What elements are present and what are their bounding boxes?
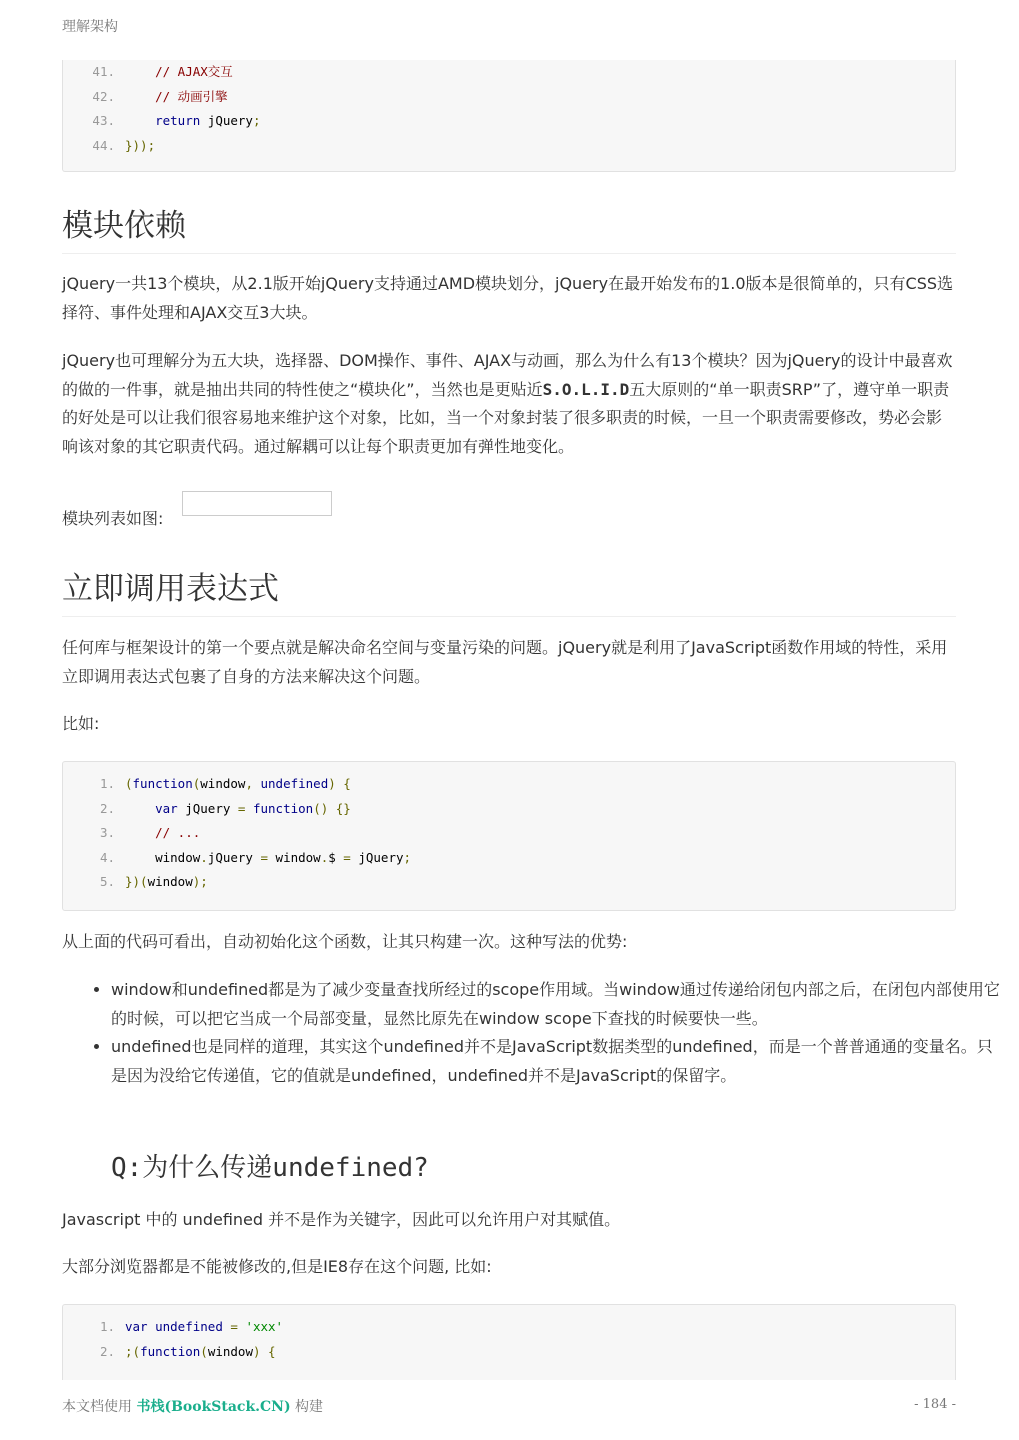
code-block (62, 761, 956, 911)
paragraph: 任何库与框架设计的第一个要点就是解决命名空间与变量污染的问题。jQuery就是利用了JavaScript函数作用域的特性，采用立即调用表达式包裹了自身的方法来解决这个问题。 (62, 638, 948, 686)
line-number: 2. (99, 800, 115, 816)
code-token: var (125, 1319, 148, 1334)
page-number: - 184 - (914, 1397, 956, 1412)
code-token: window (200, 776, 246, 791)
code-token (125, 850, 155, 865)
code-line (63, 821, 955, 846)
code-line (63, 846, 955, 871)
code-token: })); (125, 137, 156, 153)
code-token: ) { (252, 1343, 276, 1359)
code-token (125, 89, 155, 104)
code-token: jQuery (177, 800, 238, 816)
code-token: 'xxx' (245, 1319, 284, 1334)
line-number: 43. (92, 113, 115, 129)
code-token (125, 64, 155, 79)
footer-credit: 本文档使用 书栈(BookStack.CN) 构建 (62, 1399, 324, 1415)
code-token: = (260, 849, 269, 865)
code-token: ; (403, 849, 412, 865)
code-block (62, 60, 956, 172)
code-line (63, 85, 955, 110)
code-token: ( (200, 1343, 208, 1359)
code-token: // AJAX交互 (155, 64, 233, 79)
code-token: function (140, 1343, 201, 1359)
code-token: $ (328, 849, 344, 865)
section-heading-module-deps: 模块依赖 (62, 200, 956, 254)
code-token: undefined (155, 1319, 223, 1334)
code-token: window (155, 849, 201, 865)
code-line (63, 109, 955, 134)
code-token: // ... (155, 825, 201, 841)
code-line (63, 772, 955, 797)
paragraph: 大部分浏览器都是不能被修改的,但是IE8存在这个问题, 比如: (62, 1257, 492, 1276)
code-token: . (200, 849, 208, 865)
code-token (245, 801, 253, 816)
code-token: return (155, 113, 201, 129)
code-token: function (132, 776, 193, 791)
subheading-question: Q:为什么传递undefined? (111, 1153, 429, 1183)
line-number: 1. (99, 1319, 115, 1334)
line-number: 42. (92, 88, 115, 104)
paragraph: 从上面的代码可看出，自动初始化这个函数，让其只构建一次。这种写法的优势: (62, 932, 628, 951)
code-token (148, 1319, 156, 1334)
code-token: ;( (125, 1343, 141, 1359)
paragraph-module-list: 模块列表如图: (62, 509, 164, 528)
running-header: 理解架构 (62, 19, 118, 35)
code-token: . (320, 849, 329, 865)
line-number: 3. (99, 825, 115, 841)
code-token (125, 825, 155, 840)
code-line (63, 134, 955, 159)
line-number: 1. (99, 776, 115, 791)
code-line (63, 60, 955, 85)
code-token: ; (252, 113, 261, 129)
code-token: , (245, 776, 261, 791)
code-token: var (155, 800, 178, 816)
code-token: })( (125, 874, 148, 890)
code-token: window (207, 1343, 253, 1359)
code-token: // 动画引擎 (155, 88, 228, 104)
bullet-list (62, 976, 1005, 1090)
list-item: • undefined也是同样的道理，其实这个undefined并不是JavaScript数据类型的undefined，而是一个普普通通的变量名。只是因为没给它传递值，它的值就是undefined，undefined并不是JavaScript的保留字。 (111, 1033, 1005, 1090)
paragraph: 比如: (62, 714, 100, 733)
module-list-image (182, 491, 332, 516)
code-token: ); (192, 874, 208, 890)
code-token: window (268, 849, 321, 865)
paragraph: jQuery也可理解分为五大块，选择器、DOM操作、事件、AJAX与动画，那么为什么有13个模块？因为jQuery的设计中最喜欢的做的一件事，就是抽出共同的特性使之“模块化”，当然也是更贴近S.O.L.I.D五大原则的“单一职责SRP”了，遵守单一职责的好处是可以让我们很容易地来维护这个对象，比如，当一个对象封装了很多职责的时候，一旦一个职责需要修改，势必会影响该对象的其它职责代码。通过解耦可以让每个职责更加有弹性地变化。 (62, 351, 953, 456)
code-token (125, 801, 155, 816)
code-token: ) { (328, 776, 351, 791)
code-line (63, 1315, 955, 1340)
line-number: 41. (92, 64, 115, 79)
line-number: 5. (99, 874, 115, 890)
code-token: jQuery (207, 849, 261, 865)
line-number: 2. (99, 1343, 115, 1359)
code-line (63, 1340, 955, 1365)
line-number: 44. (92, 137, 115, 153)
code-token: window (147, 874, 193, 890)
paragraph: Javascript 中的 undefined 并不是作为关键字，因此可以允许用户对其赋值。 (62, 1210, 621, 1229)
code-token: function (252, 800, 314, 816)
code-token: = (230, 1319, 238, 1334)
code-block (62, 1304, 956, 1380)
solid-emphasis: S.O.L.I.D (542, 379, 630, 399)
code-token: ( (125, 776, 133, 791)
code-token: jQuery (200, 113, 253, 129)
line-number: 4. (99, 849, 115, 865)
paragraph: jQuery一共13个模块，从2.1版开始jQuery支持通过AMD模块划分，jQuery在最开始发布的1.0版本是很简单的，只有CSS选择符、事件处理和AJAX交互3大块。 (62, 274, 954, 322)
code-token: = (237, 800, 246, 816)
code-line (63, 870, 955, 895)
code-token: () {} (313, 800, 351, 816)
code-token: undefined (260, 776, 329, 791)
code-token (125, 113, 155, 128)
list-item: • window和undefined都是为了减少变量查找所经过的scope作用域。当window通过传递给闭包内部之后，在闭包内部使用它的时候，可以把它当成一个局部变量，显然比原先在window scope下查找的时候要快一些。 (111, 976, 1005, 1033)
section-heading-iife: 立即调用表达式 (62, 563, 956, 617)
code-token: = (343, 849, 351, 865)
code-token: jQuery (350, 849, 404, 865)
code-token: ( (192, 776, 201, 791)
code-line (63, 797, 955, 822)
bookstack-link[interactable]: 书栈(BookStack.CN) (136, 1399, 291, 1415)
